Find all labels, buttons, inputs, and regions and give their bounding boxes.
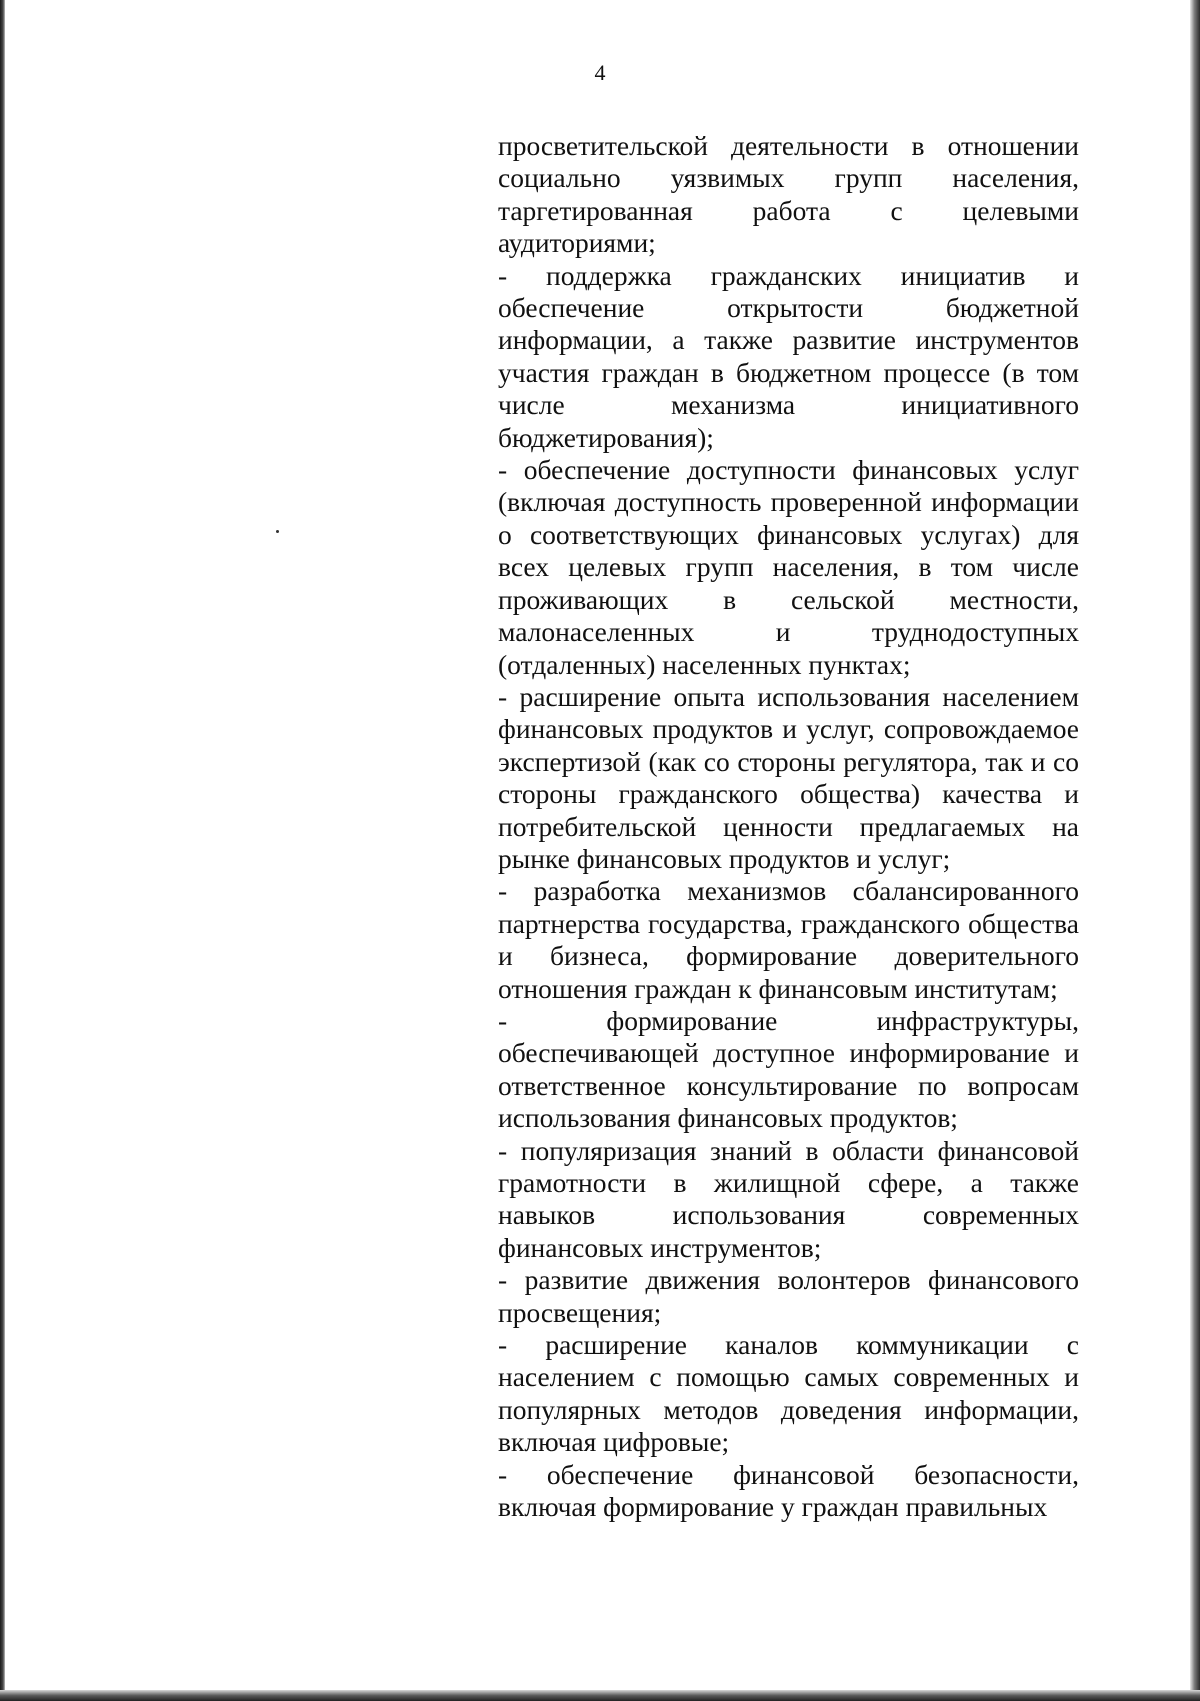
scan-edge-left: [0, 0, 5, 1701]
list-item-infrastructure: - формирование инфраструктуры, обеспечивающей доступное информирование и ответственное консультирование по вопросам использования финансовых продуктов;: [498, 1004, 1079, 1134]
list-item-civic-initiatives: - поддержка гражданских инициатив и обеспечение открытости бюджетной информации, а также развитие инструментов участия граждан в бюджетном процессе (в том числе механизма инициативного бюджетирования);: [498, 259, 1079, 453]
list-item-housing-literacy: - популяризация знаний в области финансовой грамотности в жилищной сфере, а также навыков использования современных финансовых инструментов;: [498, 1134, 1079, 1263]
list-item-service-accessibility: - обеспечение доступности финансовых услуг (включая доступность проверенной информации о соответствующих финансовых услугах) для всех целевых групп населения, в том числе проживающих в сельской местности, малонаселенных и труднодоступных (отдаленных) населенных пунктах;: [498, 454, 1079, 680]
scan-speck: [276, 530, 279, 533]
list-item-experience-expansion: - расширение опыта использования населением финансовых продуктов и услуг, сопровождаемое экспертизой (как со стороны регулятора, так и со стороны гражданского общества) качества и потребительской ценности предлагаемых на рынке финансовых продуктов и услуг;: [498, 680, 1079, 874]
paragraph-continuation: просветительской деятельности в отношении социально уязвимых групп населения, таргетированная работа с целевыми аудиториями;: [498, 130, 1079, 259]
text-column: [498, 130, 1079, 1523]
list-item-communication-channels: - расширение каналов коммуникации с населением с помощью самых современных и популярных методов доведения информации, включая цифровые;: [498, 1329, 1079, 1458]
page-number: 4: [594, 60, 606, 85]
list-item-financial-security: - обеспечение финансовой безопасности, включая формирование у граждан правильных: [498, 1458, 1079, 1523]
list-item-partnership: - разработка механизмов сбалансированного партнерства государства, гражданского общества и бизнеса, формирование доверительного отношения граждан к финансовым институтам;: [498, 875, 1079, 1004]
scan-edge-bottom: [0, 1690, 1200, 1701]
scan-edge-right: [1190, 0, 1200, 1701]
list-item-volunteers: - развитие движения волонтеров финансового просвещения;: [498, 1264, 1079, 1328]
